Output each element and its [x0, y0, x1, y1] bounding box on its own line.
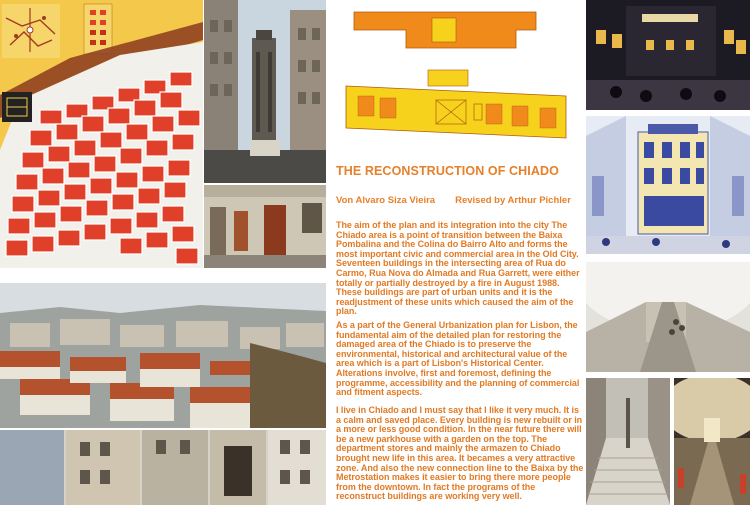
street-doors-photo: [204, 185, 326, 268]
reviser-name: Revised by Arthur Pichler: [455, 195, 571, 206]
page-title: THE RECONSTRUCTION OF CHIADO: [336, 164, 559, 178]
santa-justa-lift-photo: [204, 0, 326, 183]
author-name: Von Alvaro Siza Vieira: [336, 195, 436, 206]
article-paragraph: I live in Chiado and I must say that I like it very much. It is a calm and saved place. Every building is new rebuilt or in a more or less good condition. In the near future there will be a new parkhouse with a garden on the top. The department stores and mainly the armazen to Chiado brought new life in this area. It becames a very attractive zone. And also the new connection line to the Baixa by the Metrostation makes it easier to bring there more people from the downtown. In fact the programs of the reconstruct buildings are working very well.: [336, 405, 584, 502]
map-legend: [84, 4, 112, 54]
lisbon-rooftops-panorama: [0, 283, 326, 428]
chiado-facades-photo: [0, 430, 326, 505]
article-paragraph: As a part of the General Urbanization plan for Lisbon, the fundamental aim of the detailed plan for restoring the damaged area of the Chiado is to preserve the environmental, historical and architectural value of the area which is a part of Lisbon's Historical Center. Alterations involve, first and foremost, defining the programme, accessibility and the planning of commercial and fitment aspects.: [336, 320, 580, 398]
stairway-street-photo: [586, 378, 670, 505]
metro-tunnel-photo: [586, 262, 750, 372]
metro-platform-photo: [674, 378, 750, 505]
chiado-street-map: [0, 0, 203, 268]
metro-line-diagram: [2, 4, 60, 58]
author-line: [336, 195, 586, 206]
article-paragraph: The aim of the plan and its integration into the city The Chiado area is a point of transition between the Baixa Pombalina and the Colina do Bairro Alto and forms the most important civic and commercial area in the Old City. Seventeen buildings in the intersecting area of Rua do Carmo, Rua Nova do Almada and Rua Garrett, were either totally or partially destroyed by a fire in August 1988. These buildings are part of urban units and it is the readjustment of these units which caused the aim of the plan.: [336, 220, 580, 317]
building-plan-drawings: [336, 0, 576, 150]
night-street-photo: [586, 0, 750, 110]
armazens-facade-drawing: [586, 116, 750, 254]
